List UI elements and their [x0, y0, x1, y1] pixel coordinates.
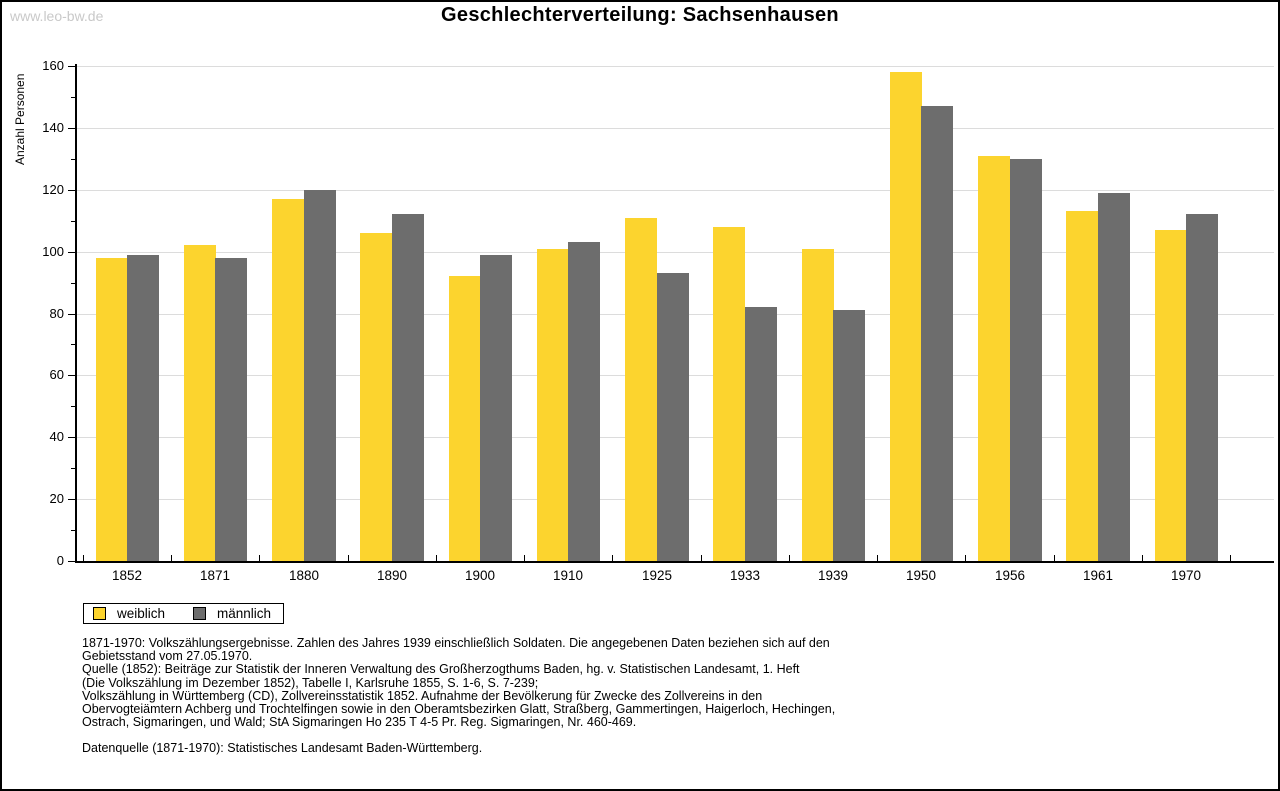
watermark-text: www.leo-bw.de — [10, 8, 104, 24]
bar-männlich-1900 — [480, 255, 512, 561]
y-tick-label-160: 160 — [42, 58, 64, 73]
bar-weiblich-1900 — [449, 276, 481, 561]
bar-weiblich-1925 — [625, 218, 657, 561]
gridline — [77, 190, 1274, 191]
bar-männlich-1925 — [657, 273, 689, 561]
x-tick-label-1939: 1939 — [817, 568, 849, 583]
bar-weiblich-1970 — [1155, 230, 1187, 561]
x-tick-label-1890: 1890 — [376, 568, 408, 583]
legend-swatch-maennlich — [193, 607, 206, 620]
legend-swatch-weiblich — [93, 607, 106, 620]
y-tick — [68, 66, 75, 67]
bar-männlich-1950 — [921, 106, 953, 561]
footnote-line-1: 1871-1970: Volkszählungsergebnisse. Zahlen des Jahres 1939 einschließlich Soldaten. Die angegebenen Daten beziehen sich auf den — [82, 636, 830, 650]
bar-weiblich-1939 — [802, 249, 834, 561]
data-source-line: Datenquelle (1871-1970): Statistisches Landesamt Baden-Württemberg. — [82, 741, 483, 756]
bar-männlich-1871 — [215, 258, 247, 561]
x-tick-label-1970: 1970 — [1170, 568, 1202, 583]
y-tick — [68, 128, 75, 129]
bar-weiblich-1871 — [184, 245, 216, 561]
bar-männlich-1880 — [304, 190, 336, 561]
bar-männlich-1939 — [833, 310, 865, 561]
bar-männlich-1852 — [127, 255, 159, 561]
y-tick-label-100: 100 — [42, 244, 64, 259]
y-tick — [68, 499, 75, 500]
bar-weiblich-1956 — [978, 156, 1010, 561]
chart-legend — [83, 603, 284, 624]
y-tick-label-40: 40 — [49, 429, 64, 444]
footnote-line-5: Volkszählung in Württemberg (CD), Zollvereinsstatistik 1852. Aufnahme der Bevölkerung für Zwecke des Zollvereins in den — [82, 688, 763, 703]
gridline — [77, 66, 1274, 67]
bar-weiblich-1950 — [890, 72, 922, 561]
bar-männlich-1961 — [1098, 193, 1130, 561]
legend-label-maennlich: männlich — [217, 606, 272, 621]
bar-männlich-1910 — [568, 242, 600, 561]
y-tick-label-60: 60 — [49, 367, 64, 382]
y-tick-label-0: 0 — [56, 553, 64, 568]
y-tick — [68, 561, 75, 562]
y-tick — [68, 375, 75, 376]
x-tick-label-1910: 1910 — [552, 568, 584, 583]
x-tick-label-1933: 1933 — [729, 568, 761, 583]
y-tick-label-140: 140 — [42, 120, 64, 135]
x-tick-label-1961: 1961 — [1082, 568, 1114, 583]
x-tick-label-1956: 1956 — [994, 568, 1026, 583]
bar-weiblich-1933 — [713, 227, 745, 561]
bar-männlich-1890 — [392, 214, 424, 561]
gridline — [77, 128, 1274, 129]
footnotes — [82, 637, 922, 756]
y-axis-line — [75, 64, 77, 563]
footnote-line-3: Quelle (1852): Beiträge zur Statistik der Inneren Verwaltung des Großherzogthums Baden, hg. v. Statistischen Landesamt, 1. Heft — [82, 662, 800, 677]
y-tick-label-120: 120 — [42, 182, 64, 197]
bar-weiblich-1880 — [272, 199, 304, 561]
y-tick — [68, 252, 75, 253]
x-tick-label-1880: 1880 — [288, 568, 320, 583]
y-tick-label-20: 20 — [49, 491, 64, 506]
bar-weiblich-1852 — [96, 258, 128, 561]
bar-männlich-1956 — [1010, 159, 1042, 561]
x-tick-label-1871: 1871 — [199, 568, 231, 583]
x-tick-label-1852: 1852 — [111, 568, 143, 583]
footnote-line-7: Ostrach, Sigmaringen, und Wald; StA Sigmaringen Ho 235 T 4-5 Pr. Reg. Sigmaringen, Nr. 460-469. — [82, 715, 637, 730]
y-tick-label-80: 80 — [49, 306, 64, 321]
y-tick — [68, 437, 75, 438]
bar-männlich-1933 — [745, 307, 777, 561]
y-tick — [68, 190, 75, 191]
y-axis-title: Anzahl Personen — [13, 73, 27, 165]
footnote-line-6: Obervogteiämtern Achberg und Trochtelfingen sowie in den Oberamtsbezirken Glatt, Straßberg, Gammertingen, Haigerloch, Hechingen, — [82, 702, 836, 717]
bar-weiblich-1890 — [360, 233, 392, 561]
y-tick — [68, 314, 75, 315]
x-tick-label-1950: 1950 — [905, 568, 937, 583]
bar-weiblich-1910 — [537, 249, 569, 561]
x-tick-label-1900: 1900 — [464, 568, 496, 583]
footnote-line-2: Gebietsstand vom 27.05.1970. — [82, 649, 253, 664]
x-axis-line — [75, 561, 1274, 563]
x-tick-label-1925: 1925 — [641, 568, 673, 583]
legend-label-weiblich: weiblich — [117, 606, 166, 621]
chart-title: Geschlechterverteilung: Sachsenhausen — [441, 4, 839, 26]
bar-weiblich-1961 — [1066, 211, 1098, 561]
footnote-line-4: (Die Volkszählung im Dezember 1852), Tabelle I, Karlsruhe 1855, S. 1-6, S. 7-239; — [82, 675, 539, 690]
bar-männlich-1970 — [1186, 214, 1218, 561]
